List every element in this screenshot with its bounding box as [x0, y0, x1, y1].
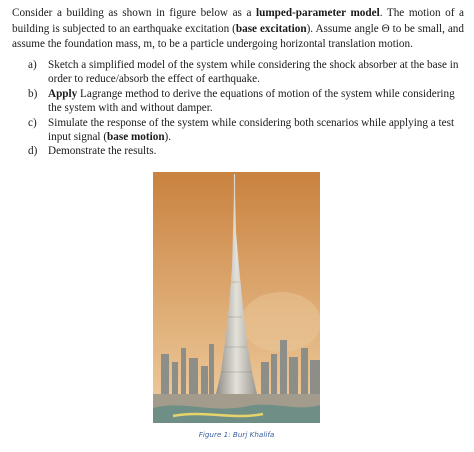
task-marker: b): [28, 87, 38, 100]
task-item-c: [28, 116, 462, 145]
task-item-b: [28, 87, 462, 116]
task-marker: a): [28, 59, 37, 71]
task-text: Demonstrate the results.: [48, 145, 157, 158]
intro-bold-base-excitation: base excitation: [235, 22, 307, 35]
burj-khalifa-photo: [153, 172, 320, 423]
figure-caption: Figure 1: Burj Khalifa: [198, 430, 275, 439]
task-text: Lagrange method to derive the equations of motion of the system while considering the system with and without damper.: [48, 87, 455, 115]
intro-text-3: ). Assume angle Θ to be small, and assume the foundation mass, m, to be a particle undergoing horizontal translation motion.: [12, 22, 464, 51]
task-item-a: [28, 58, 462, 87]
task-bold: Apply: [48, 87, 78, 100]
task-marker: c): [28, 116, 37, 129]
task-marker: d): [28, 145, 38, 158]
intro-text-2: . The motion of a building is subjected to an earthquake excitation (: [12, 7, 464, 35]
task-text: ).: [164, 131, 172, 144]
task-list: [28, 58, 462, 159]
task-text: Simulate the response of the system while considering both scenarios while applying a test input signal (: [48, 116, 455, 144]
intro-bold-lumped-model: lumped-parameter model: [256, 7, 380, 19]
task-item-d: [28, 144, 462, 158]
task-text: Sketch a simplified model of the system while considering the shock absorber at the base in order to reduce/absorb the effect of earthquake.: [48, 59, 459, 86]
burj-khalifa-illustration: [153, 172, 320, 423]
problem-intro: [12, 6, 464, 53]
task-bold: base motion: [107, 131, 165, 144]
intro-text-1: Consider a building as shown in figure below as a: [12, 7, 257, 19]
